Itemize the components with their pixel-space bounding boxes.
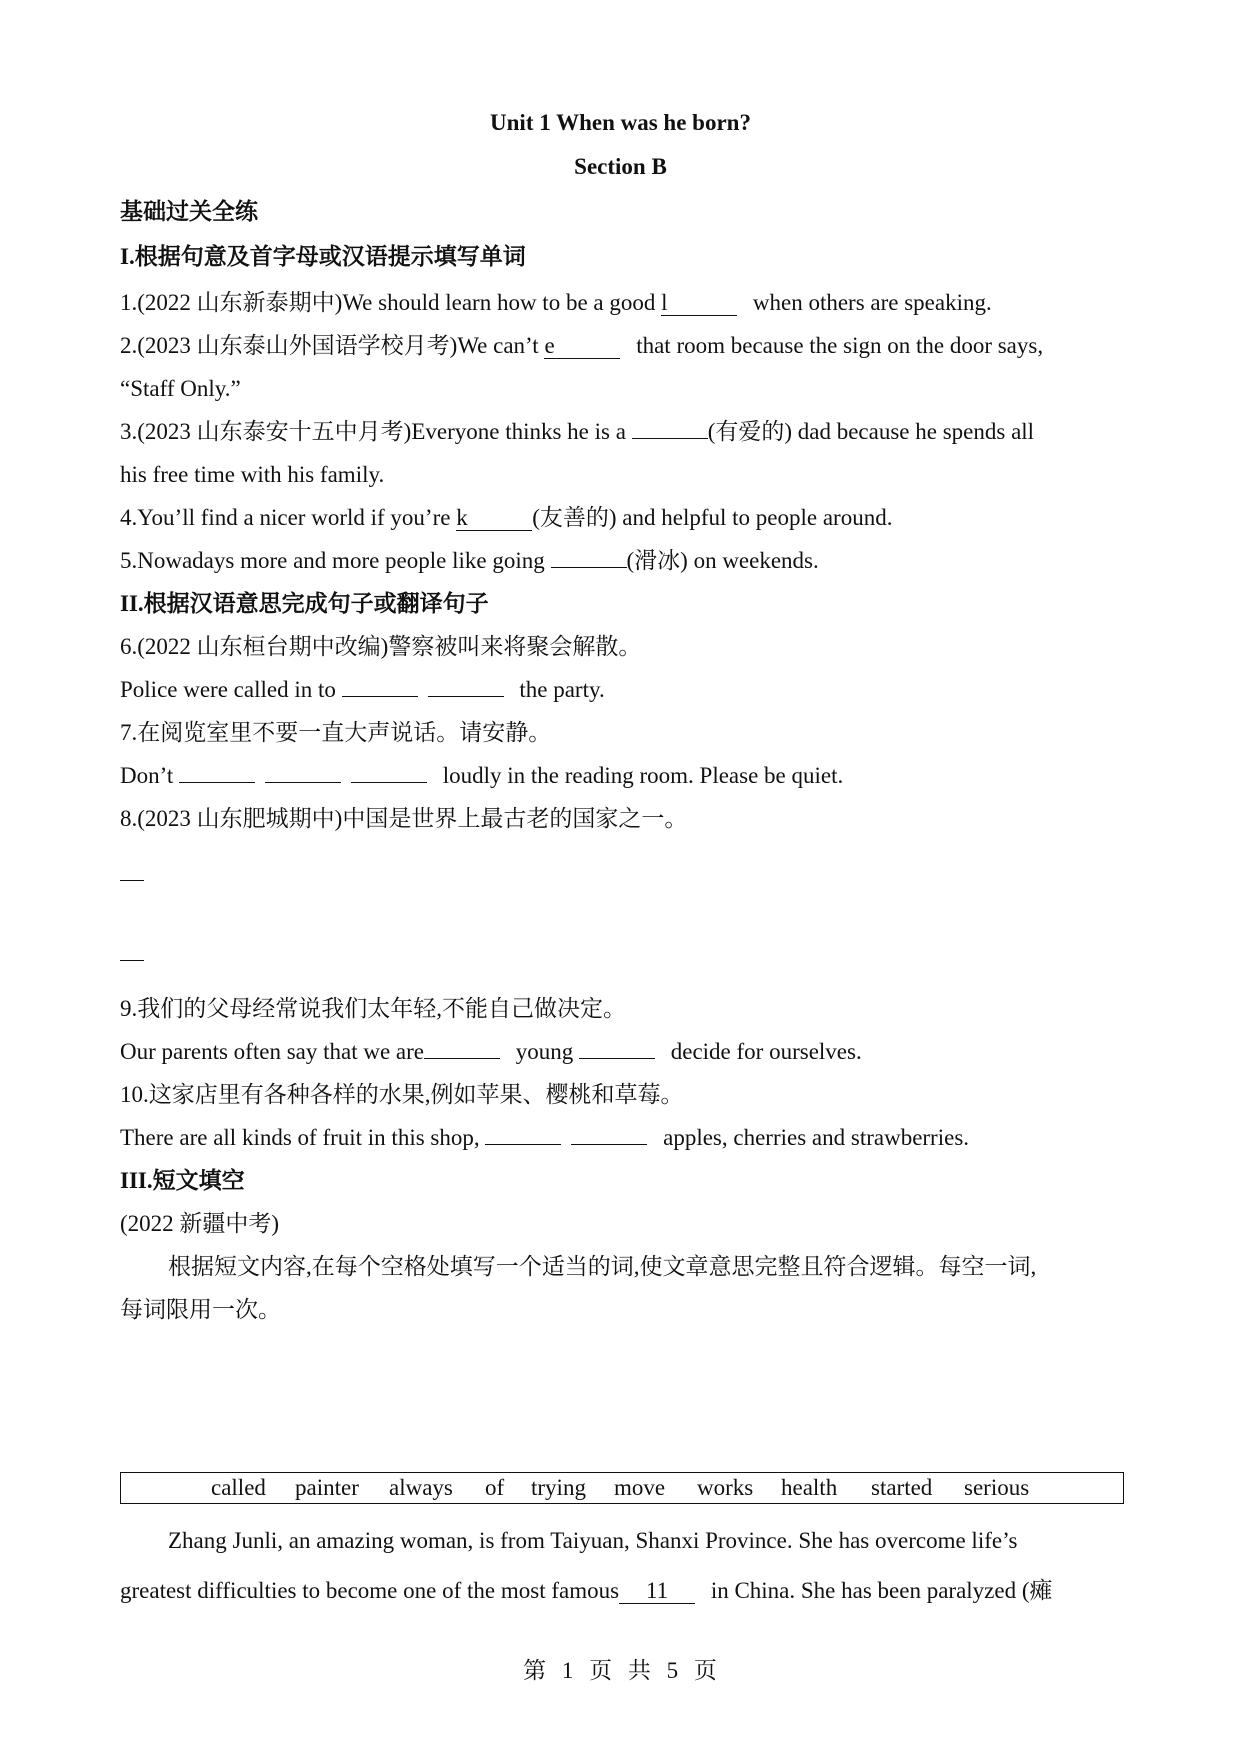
- answer-blank[interactable]: [265, 782, 341, 783]
- answer-blank[interactable]: [342, 696, 418, 697]
- answer-line[interactable]: [120, 880, 144, 881]
- question-text: that room because the sign on the door says,: [630, 333, 1044, 358]
- footer-text: 页: [693, 1658, 718, 1683]
- word-bank-item: trying: [531, 1475, 586, 1500]
- exercise-heading: 基础过关全练: [120, 199, 258, 224]
- section-title: Section B: [574, 154, 667, 179]
- footer-text: 第: [523, 1658, 548, 1683]
- part3-heading: III.短文填空: [120, 1168, 245, 1193]
- part2-heading: II.根据汉语意思完成句子或翻译句子: [120, 591, 489, 616]
- question-text: the party.: [513, 677, 605, 702]
- question-3: [120, 417, 1034, 447]
- question-7-chinese: 7.在阅览室里不要一直大声说话。请安静。: [120, 720, 552, 745]
- answer-blank[interactable]: [485, 1144, 561, 1145]
- unit-title: Unit 1 When was he born?: [490, 110, 751, 135]
- answer-blank[interactable]: [424, 1058, 500, 1059]
- answer-blank[interactable]: [551, 567, 627, 568]
- question-6-english: [120, 675, 605, 705]
- word-bank-item: move: [614, 1475, 666, 1500]
- question-text: (友善的) and helpful to people around.: [532, 505, 893, 530]
- word-bank-item: serious: [964, 1475, 1030, 1500]
- question-4: [120, 503, 892, 533]
- passage-line-2: [120, 1576, 1053, 1606]
- footer-text: 共: [627, 1658, 652, 1683]
- question-9-english: [120, 1037, 862, 1067]
- answer-blank[interactable]: [579, 1058, 655, 1059]
- answer-blank[interactable]: l: [661, 291, 737, 316]
- page-footer: [0, 1652, 1241, 1685]
- question-10-chinese: 10.这家店里有各种各样的水果,例如苹果、樱桃和草莓。: [120, 1082, 684, 1107]
- footer-text: 页: [589, 1658, 614, 1683]
- question-6-chinese: 6.(2022 山东桓台期中改编)警察被叫来将聚会解散。: [120, 634, 642, 659]
- answer-blank[interactable]: [428, 696, 504, 697]
- answer-blank[interactable]: [179, 782, 255, 783]
- answer-blank[interactable]: e: [544, 334, 620, 359]
- part3-source: (2022 新疆中考): [120, 1211, 280, 1236]
- question-1: [120, 288, 992, 318]
- part3-instruction: 根据短文内容,在每个空格处填写一个适当的词,使文章意思完整且符合逻辑。每空一词,: [168, 1254, 1037, 1279]
- word-bank-item: works: [697, 1475, 754, 1500]
- question-5: [120, 546, 819, 576]
- question-9-chinese: 9.我们的父母经常说我们太年轻,不能自己做决定。: [120, 996, 626, 1021]
- part1-heading: I.根据句意及首字母或汉语提示填写单词: [120, 244, 526, 269]
- answer-blank[interactable]: [351, 782, 427, 783]
- question-text: Our parents often say that we are: [120, 1039, 424, 1064]
- question-text: young: [510, 1039, 579, 1064]
- answer-blank[interactable]: [571, 1144, 647, 1145]
- word-bank-item: called: [211, 1475, 266, 1500]
- word-bank-item: painter: [295, 1475, 359, 1500]
- word-bank-item: always: [389, 1475, 453, 1500]
- question-2: [120, 331, 1043, 361]
- question-text: apples, cherries and strawberries.: [657, 1125, 970, 1150]
- question-text: (有爱的) dad because he spends all: [707, 419, 1035, 444]
- question-8-chinese: 8.(2023 山东肥城期中)中国是世界上最古老的国家之一。: [120, 806, 688, 831]
- word-bank-item: of: [485, 1475, 505, 1500]
- question-text: 3.(2023 山东泰安十五中月考)Everyone thinks he is a: [120, 419, 632, 444]
- question-text: 5.Nowadays more and more people like going: [120, 548, 551, 573]
- answer-line[interactable]: [120, 960, 144, 961]
- question-text: (滑冰) on weekends.: [626, 548, 819, 573]
- question-text: when others are speaking.: [747, 290, 992, 315]
- question-text: 2.(2023 山东泰山外国语学校月考)We can’t: [120, 333, 545, 358]
- question-7-english: [120, 761, 843, 791]
- word-bank: [120, 1472, 1124, 1504]
- question-10-english: [120, 1123, 969, 1153]
- question-text: 1.(2022 山东新泰期中)We should learn how to be a good: [120, 290, 662, 315]
- question-3-continued: his free time with his family.: [120, 462, 385, 487]
- question-text: 4.You’ll find a nicer world if you’re: [120, 505, 457, 530]
- question-text: There are all kinds of fruit in this shop,: [120, 1125, 486, 1150]
- word-bank-item: started: [871, 1475, 933, 1500]
- word-bank-item: health: [781, 1475, 838, 1500]
- page-number: 1: [561, 1658, 575, 1683]
- passage-text: greatest difficulties to become one of the most famous: [120, 1578, 620, 1603]
- question-text: loudly in the reading room. Please be quiet.: [437, 763, 844, 788]
- question-text: decide for ourselves.: [665, 1039, 862, 1064]
- total-pages: 5: [666, 1658, 680, 1683]
- question-2-continued: “Staff Only.”: [120, 376, 241, 401]
- part3-instruction-continued: 每词限用一次。: [120, 1297, 281, 1322]
- answer-blank[interactable]: k: [456, 506, 532, 531]
- answer-blank[interactable]: [632, 438, 708, 439]
- question-text: Police were called in to: [120, 677, 342, 702]
- question-text: Don’t: [120, 763, 179, 788]
- passage-blank-11[interactable]: 11: [619, 1579, 695, 1604]
- passage-line-1: Zhang Junli, an amazing woman, is from Taiyuan, Shanxi Province. She has overcome life’s: [168, 1528, 1018, 1553]
- passage-text: in China. She has been paralyzed (瘫: [705, 1578, 1053, 1603]
